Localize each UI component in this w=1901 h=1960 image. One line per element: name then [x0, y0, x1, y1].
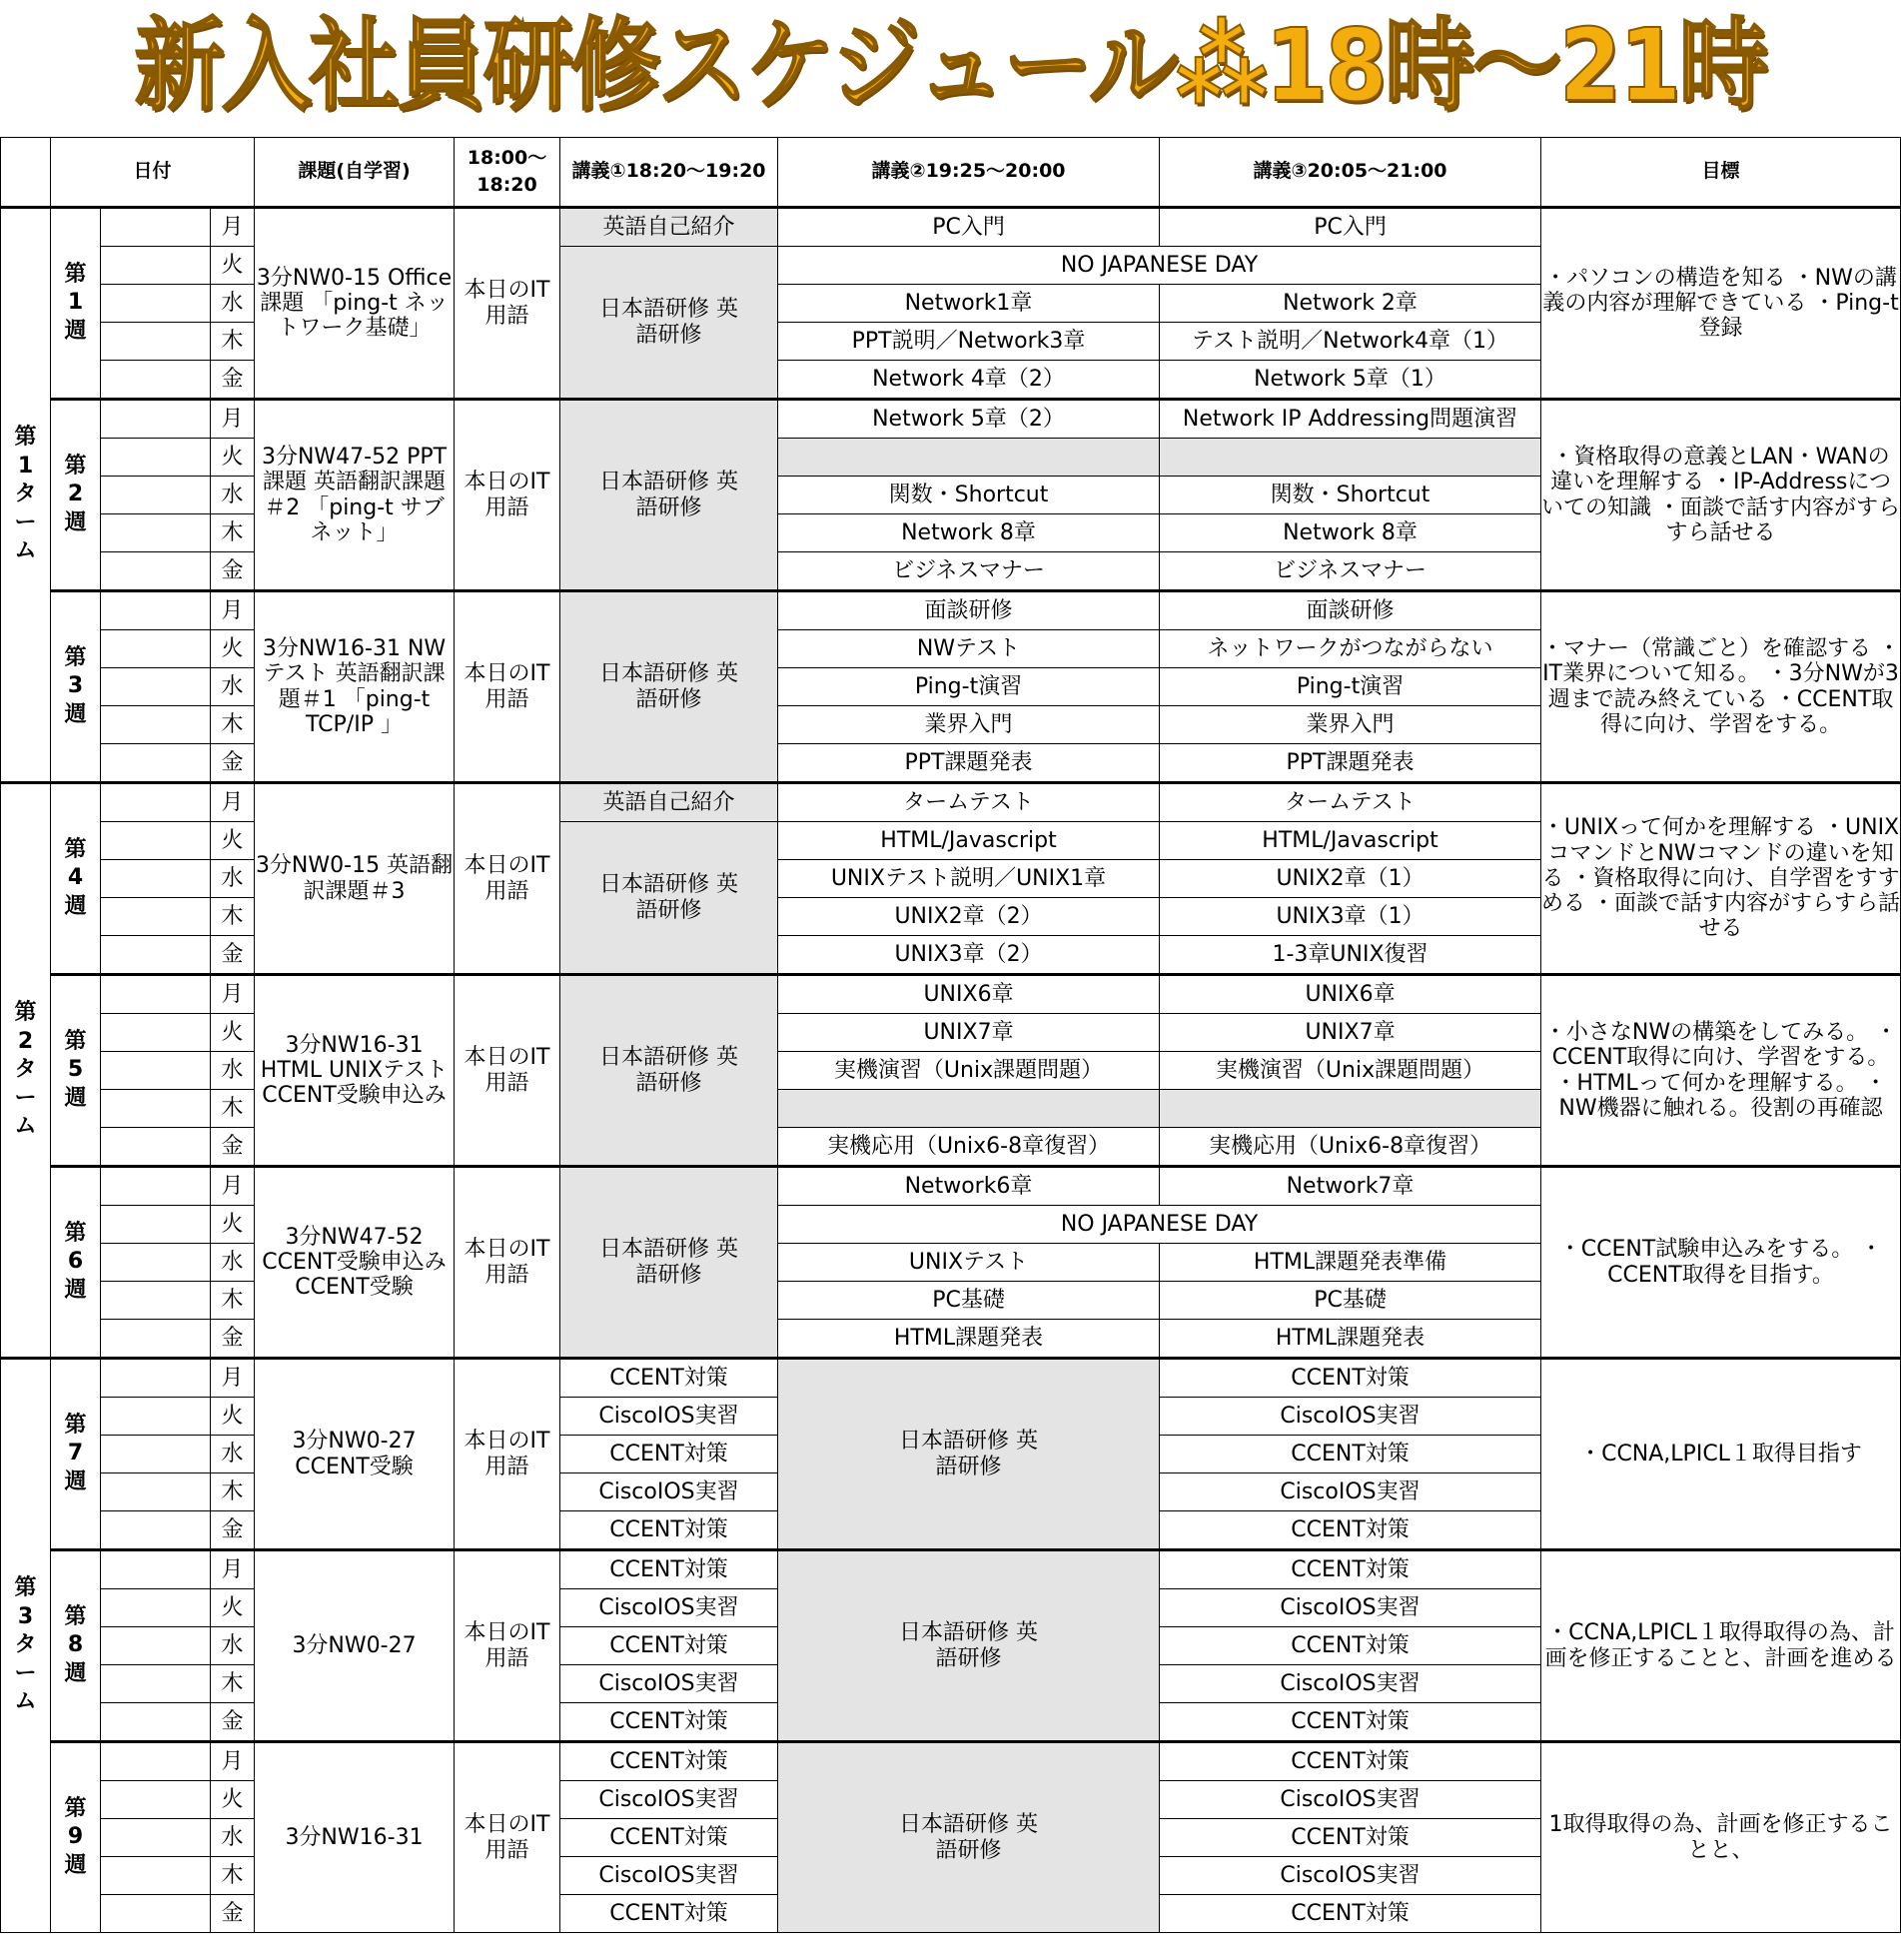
goal-cell: ・パソコンの構造を知る ・NWの講義の内容が理解できている ・Ping-t登録 — [1541, 208, 1901, 400]
week-label — [51, 208, 101, 400]
week-label-text: 第7週 — [64, 1412, 87, 1494]
lecture3-cell: CCENT対策 — [1160, 1819, 1541, 1857]
lecture2-cell: Network 4章（2） — [778, 361, 1160, 400]
header-date: 日付 — [51, 138, 255, 208]
lecture3-cell: CCENT対策 — [1160, 1359, 1541, 1398]
language-training-text: 日本語研修 英語研修 — [599, 661, 739, 712]
week-label-text: 第9週 — [64, 1795, 87, 1878]
language-training-cell — [778, 1550, 1160, 1742]
weekday-cell: 金 — [211, 1128, 255, 1167]
date-cell — [101, 514, 211, 552]
weekday-cell: 火 — [211, 247, 255, 285]
term-label — [1, 1359, 51, 1933]
weekday-cell: 火 — [211, 1781, 255, 1819]
week-label — [51, 400, 101, 591]
week-label-text: 第4週 — [64, 836, 87, 919]
date-cell — [101, 936, 211, 975]
lecture3-cell: Network7章 — [1160, 1167, 1541, 1206]
schedule-row — [1, 975, 1901, 1014]
assignment-cell: 3分NW16-31 — [255, 1742, 455, 1933]
schedule-body — [1, 208, 1901, 1933]
weekday-cell: 木 — [211, 1090, 255, 1128]
goal-cell: ・UNIXって何かを理解する ・UNIXコマンドとNWコマンドの違いを知る ・資格取得に向け、自学習をすすめる ・面談で話す内容がすらすら話せる — [1541, 783, 1901, 975]
lecture3-cell: CCENT対策 — [1160, 1895, 1541, 1933]
weekday-cell: 火 — [211, 1206, 255, 1244]
weekday-cell: 火 — [211, 630, 255, 668]
language-training-text: 日本語研修 英語研修 — [899, 1429, 1039, 1479]
header-assign: 課題(自学習) — [255, 138, 455, 208]
header-term — [1, 138, 51, 208]
lecture3-cell: 業界入門 — [1160, 706, 1541, 744]
lecture2-cell: UNIX7章 — [778, 1014, 1160, 1052]
goal-cell: 1取得取得の為、計画を修正することと、 — [1541, 1742, 1901, 1933]
weekday-cell: 月 — [211, 591, 255, 630]
week-label-text: 第6週 — [64, 1220, 87, 1303]
weekday-cell: 月 — [211, 208, 255, 247]
lecture2-cell: PC入門 — [778, 208, 1160, 247]
lecture1-cell: CiscoIOS実習 — [560, 1665, 778, 1703]
date-cell — [101, 1320, 211, 1359]
date-cell — [101, 1511, 211, 1550]
lecture3-cell: Ping-t演習 — [1160, 668, 1541, 706]
weekday-cell: 火 — [211, 1398, 255, 1436]
language-training-cell — [560, 400, 778, 591]
date-cell — [101, 898, 211, 936]
assignment-cell: 3分NW47-52 PPT課題 英語翻訳課題＃2 「ping-t サブネット」 — [255, 400, 455, 591]
date-cell — [101, 1090, 211, 1128]
date-cell — [101, 706, 211, 744]
week-label — [51, 1550, 101, 1742]
it-terms-cell: 本日のIT用語 — [455, 1167, 560, 1359]
date-cell — [101, 1473, 211, 1511]
date-cell — [101, 860, 211, 898]
lecture3-cell: CiscoIOS実習 — [1160, 1857, 1541, 1895]
date-cell — [101, 1282, 211, 1320]
weekday-cell: 水 — [211, 668, 255, 706]
weekday-cell: 月 — [211, 1550, 255, 1589]
goal-cell: ・資格取得の意義とLAN・WANの違いを理解する ・IP-Addressについての知識 ・面談で話す内容がすらすら話せる — [1541, 400, 1901, 591]
lecture3-cell: CCENT対策 — [1160, 1550, 1541, 1589]
weekday-cell: 木 — [211, 1473, 255, 1511]
weekday-cell: 金 — [211, 1320, 255, 1359]
schedule-row — [1, 1550, 1901, 1589]
weekday-cell: 金 — [211, 1703, 255, 1742]
week-label-text: 第3週 — [64, 644, 87, 727]
lecture2-cell: PPT課題発表 — [778, 744, 1160, 783]
date-cell — [101, 744, 211, 783]
goal-cell: ・CCNA,LPICL１取得取得の為、計画を修正することと、計画を進める — [1541, 1550, 1901, 1742]
date-cell — [101, 783, 211, 822]
lecture2-cell: PPT説明／Network3章 — [778, 323, 1160, 361]
lecture3-cell: CCENT対策 — [1160, 1511, 1541, 1550]
weekday-cell: 火 — [211, 1014, 255, 1052]
lecture3-cell — [1160, 439, 1541, 477]
lecture2-cell: HTML課題発表 — [778, 1320, 1160, 1359]
lecture3-cell: HTML課題発表 — [1160, 1320, 1541, 1359]
lecture2-cell: 面談研修 — [778, 591, 1160, 630]
lecture3-cell: UNIX3章（1） — [1160, 898, 1541, 936]
assignment-cell: 3分NW16-31 NWテスト 英語翻訳課題＃1 「ping-t TCP/IP 」 — [255, 591, 455, 783]
language-training-cell — [560, 591, 778, 783]
header-slot0-text: 18:00〜18:20 — [467, 147, 547, 196]
lecture2-cell: UNIX6章 — [778, 975, 1160, 1014]
lecture3-cell: Network 8章 — [1160, 514, 1541, 552]
date-cell — [101, 1052, 211, 1090]
date-cell — [101, 822, 211, 860]
language-training-cell — [560, 1167, 778, 1359]
lecture2-cell: タームテスト — [778, 783, 1160, 822]
lecture1-cell: CiscoIOS実習 — [560, 1398, 778, 1436]
week-label-text: 第1週 — [64, 261, 87, 344]
lecture2-cell: 実機応用（Unix6-8章復習） — [778, 1128, 1160, 1167]
weekday-cell: 水 — [211, 1436, 255, 1473]
date-cell — [101, 247, 211, 285]
date-cell — [101, 1550, 211, 1589]
lecture1-cell: CCENT対策 — [560, 1511, 778, 1550]
language-training-text: 日本語研修 英語研修 — [899, 1812, 1039, 1863]
week-label-text: 第8週 — [64, 1603, 87, 1686]
date-cell — [101, 439, 211, 477]
it-terms-cell: 本日のIT用語 — [455, 400, 560, 591]
date-cell — [101, 1742, 211, 1781]
assignment-cell: 3分NW47-52 CCENT受験申込み CCENT受験 — [255, 1167, 455, 1359]
date-cell — [101, 208, 211, 247]
assignment-cell: 3分NW16-31 HTML UNIXテスト CCENT受験申込み — [255, 975, 455, 1167]
date-cell — [101, 552, 211, 591]
lecture3-cell: CCENT対策 — [1160, 1742, 1541, 1781]
assignment-cell: 3分NW0-15 英語翻訳課題＃3 — [255, 783, 455, 975]
date-cell — [101, 1244, 211, 1282]
week-label — [51, 1167, 101, 1359]
weekday-cell: 木 — [211, 514, 255, 552]
assignment-cell: 3分NW0-15 Office課題 「ping-t ネットワーク基礎」 — [255, 208, 455, 400]
lecture1-cell: CiscoIOS実習 — [560, 1473, 778, 1511]
lecture3-cell: Network IP Addressing問題演習 — [1160, 400, 1541, 439]
header-lecture2: 講義②19:25〜20:00 — [778, 138, 1160, 208]
date-cell — [101, 1589, 211, 1627]
header-lecture3: 講義③20:05〜21:00 — [1160, 138, 1541, 208]
lecture1-cell: CCENT対策 — [560, 1627, 778, 1665]
week-label — [51, 975, 101, 1167]
date-cell — [101, 285, 211, 323]
weekday-cell: 木 — [211, 1665, 255, 1703]
weekday-cell: 水 — [211, 1244, 255, 1282]
weekday-cell: 月 — [211, 400, 255, 439]
weekday-cell: 月 — [211, 975, 255, 1014]
term-label-text: 第3ターム — [14, 1575, 37, 1715]
weekday-cell: 金 — [211, 744, 255, 783]
lecture2-cell — [778, 1090, 1160, 1128]
schedule-table — [0, 137, 1901, 1933]
lecture3-cell: HTML/Javascript — [1160, 822, 1541, 860]
weekday-cell: 月 — [211, 1359, 255, 1398]
merged-lecture-cell: NO JAPANESE DAY — [778, 247, 1541, 285]
page-title-text: 新入社員研修スケジュール⁂18時〜21時 — [134, 7, 1767, 124]
it-terms-cell: 本日のIT用語 — [455, 975, 560, 1167]
lecture3-cell: 面談研修 — [1160, 591, 1541, 630]
schedule-row — [1, 783, 1901, 822]
goal-cell: ・CCNA,LPICL１取得目指す — [1541, 1359, 1901, 1550]
weekday-cell: 月 — [211, 783, 255, 822]
term-label — [1, 783, 51, 1359]
weekday-cell: 金 — [211, 936, 255, 975]
date-cell — [101, 323, 211, 361]
lecture2-cell: PC基礎 — [778, 1282, 1160, 1320]
lecture1-cell: CCENT対策 — [560, 1436, 778, 1473]
date-cell — [101, 361, 211, 400]
lecture2-cell: 業界入門 — [778, 706, 1160, 744]
language-training-cell — [778, 1359, 1160, 1550]
goal-cell: ・小さなNWの構築をしてみる。 ・CCENT取得に向け、学習をする。 ・HTMLって何かを理解する。 ・NW機器に触れる。役割の再確認 — [1541, 975, 1901, 1167]
language-training-text: 日本語研修 英語研修 — [899, 1620, 1039, 1671]
lecture3-cell: UNIX2章（1） — [1160, 860, 1541, 898]
language-training-cell — [560, 975, 778, 1167]
date-cell — [101, 1627, 211, 1665]
week-label — [51, 1359, 101, 1550]
lecture2-cell: UNIX3章（2） — [778, 936, 1160, 975]
date-cell — [101, 1665, 211, 1703]
date-cell — [101, 1359, 211, 1398]
header-row — [1, 138, 1901, 208]
week-label — [51, 1742, 101, 1933]
language-training-cell — [560, 822, 778, 975]
lecture1-cell: CCENT対策 — [560, 1742, 778, 1781]
it-terms-cell: 本日のIT用語 — [455, 1359, 560, 1550]
lecture3-cell: HTML課題発表準備 — [1160, 1244, 1541, 1282]
weekday-cell: 月 — [211, 1167, 255, 1206]
weekday-cell: 水 — [211, 1627, 255, 1665]
lecture2-cell: Network 8章 — [778, 514, 1160, 552]
term-label-text: 第1ターム — [14, 425, 37, 564]
weekday-cell: 月 — [211, 1742, 255, 1781]
date-cell — [101, 1781, 211, 1819]
date-cell — [101, 1206, 211, 1244]
lecture3-cell: Network 2章 — [1160, 285, 1541, 323]
weekday-cell: 金 — [211, 552, 255, 591]
lecture2-cell: UNIXテスト説明／UNIX1章 — [778, 860, 1160, 898]
weekday-cell: 金 — [211, 1895, 255, 1933]
date-cell — [101, 591, 211, 630]
weekday-cell: 木 — [211, 706, 255, 744]
it-terms-cell: 本日のIT用語 — [455, 783, 560, 975]
lecture2-cell: 関数・Shortcut — [778, 477, 1160, 514]
merged-lecture-cell: NO JAPANESE DAY — [778, 1206, 1541, 1244]
header-slot0 — [455, 138, 560, 208]
lecture3-cell: PC基礎 — [1160, 1282, 1541, 1320]
week-label-text: 第5週 — [64, 1028, 87, 1111]
date-cell — [101, 1014, 211, 1052]
goal-cell: ・マナー（常識ごと）を確認する ・IT業界について知る。 ・3分NWが3週まで読み終えている ・CCENT取得に向け、学習をする。 — [1541, 591, 1901, 783]
weekday-cell: 金 — [211, 361, 255, 400]
assignment-cell: 3分NW0-27 CCENT受験 — [255, 1359, 455, 1550]
english-intro-cell: 英語自己紹介 — [560, 208, 778, 247]
date-cell — [101, 668, 211, 706]
language-training-text: 日本語研修 英語研修 — [599, 1045, 739, 1096]
lecture1-cell: CCENT対策 — [560, 1895, 778, 1933]
weekday-cell: 火 — [211, 439, 255, 477]
lecture3-cell: ビジネスマナー — [1160, 552, 1541, 591]
language-training-cell — [560, 247, 778, 400]
date-cell — [101, 630, 211, 668]
lecture2-cell: HTML/Javascript — [778, 822, 1160, 860]
lecture1-cell: CCENT対策 — [560, 1550, 778, 1589]
lecture3-cell: CCENT対策 — [1160, 1436, 1541, 1473]
schedule-row — [1, 591, 1901, 630]
page-title — [0, 0, 1901, 132]
date-cell — [101, 1128, 211, 1167]
weekday-cell: 水 — [211, 285, 255, 323]
weekday-cell: 水 — [211, 1052, 255, 1090]
lecture1-cell: CCENT対策 — [560, 1703, 778, 1742]
lecture3-cell: 関数・Shortcut — [1160, 477, 1541, 514]
date-cell — [101, 975, 211, 1014]
lecture3-cell: PC入門 — [1160, 208, 1541, 247]
goal-cell: ・CCENT試験申込みをする。 ・CCENT取得を目指す。 — [1541, 1167, 1901, 1359]
lecture3-cell: 1-3章UNIX復習 — [1160, 936, 1541, 975]
date-cell — [101, 1703, 211, 1742]
lecture3-cell: CiscoIOS実習 — [1160, 1589, 1541, 1627]
lecture3-cell: 実機応用（Unix6-8章復習） — [1160, 1128, 1541, 1167]
week-label — [51, 783, 101, 975]
lecture3-cell: 実機演習（Unix課題問題） — [1160, 1052, 1541, 1090]
lecture3-cell: PPT課題発表 — [1160, 744, 1541, 783]
schedule-row — [1, 1359, 1901, 1398]
lecture2-cell — [778, 439, 1160, 477]
language-training-text: 日本語研修 英語研修 — [599, 1237, 739, 1288]
lecture2-cell: Network1章 — [778, 285, 1160, 323]
lecture3-cell: Network 5章（1） — [1160, 361, 1541, 400]
language-training-text: 日本語研修 英語研修 — [599, 297, 739, 348]
weekday-cell: 水 — [211, 477, 255, 514]
term-label-text: 第2ターム — [14, 1000, 37, 1140]
date-cell — [101, 1167, 211, 1206]
lecture2-cell: Ping-t演習 — [778, 668, 1160, 706]
schedule-row — [1, 1742, 1901, 1781]
weekday-cell: 木 — [211, 1857, 255, 1895]
language-training-text: 日本語研修 英語研修 — [599, 872, 739, 923]
it-terms-cell: 本日のIT用語 — [455, 208, 560, 400]
it-terms-cell: 本日のIT用語 — [455, 591, 560, 783]
lecture2-cell: UNIXテスト — [778, 1244, 1160, 1282]
schedule-row — [1, 208, 1901, 247]
week-label — [51, 591, 101, 783]
lecture3-cell: UNIX7章 — [1160, 1014, 1541, 1052]
date-cell — [101, 1398, 211, 1436]
lecture3-cell: CiscoIOS実習 — [1160, 1781, 1541, 1819]
lecture2-cell: ビジネスマナー — [778, 552, 1160, 591]
lecture2-cell: Network 5章（2） — [778, 400, 1160, 439]
lecture3-cell: テスト説明／Network4章（1） — [1160, 323, 1541, 361]
assignment-cell: 3分NW0-27 — [255, 1550, 455, 1742]
weekday-cell: 木 — [211, 1282, 255, 1320]
it-terms-cell: 本日のIT用語 — [455, 1742, 560, 1933]
date-cell — [101, 1895, 211, 1933]
lecture3-cell — [1160, 1090, 1541, 1128]
date-cell — [101, 400, 211, 439]
date-cell — [101, 1819, 211, 1857]
lecture1-cell: CiscoIOS実習 — [560, 1781, 778, 1819]
lecture2-cell: NWテスト — [778, 630, 1160, 668]
lecture2-cell: Network6章 — [778, 1167, 1160, 1206]
weekday-cell: 木 — [211, 323, 255, 361]
date-cell — [101, 1436, 211, 1473]
date-cell — [101, 477, 211, 514]
lecture3-cell: ネットワークがつながらない — [1160, 630, 1541, 668]
language-training-cell — [778, 1742, 1160, 1933]
lecture1-cell: CiscoIOS実習 — [560, 1589, 778, 1627]
date-cell — [101, 1857, 211, 1895]
week-label-text: 第2週 — [64, 453, 87, 535]
lecture3-cell: CCENT対策 — [1160, 1627, 1541, 1665]
weekday-cell: 水 — [211, 1819, 255, 1857]
lecture1-cell: CCENT対策 — [560, 1359, 778, 1398]
lecture1-cell: CCENT対策 — [560, 1819, 778, 1857]
lecture2-cell: UNIX2章（2） — [778, 898, 1160, 936]
lecture3-cell: UNIX6章 — [1160, 975, 1541, 1014]
lecture3-cell: CiscoIOS実習 — [1160, 1665, 1541, 1703]
weekday-cell: 木 — [211, 898, 255, 936]
schedule-row — [1, 400, 1901, 439]
lecture3-cell: CCENT対策 — [1160, 1703, 1541, 1742]
weekday-cell: 火 — [211, 822, 255, 860]
term-label — [1, 208, 51, 783]
weekday-cell: 火 — [211, 1589, 255, 1627]
lecture3-cell: CiscoIOS実習 — [1160, 1398, 1541, 1436]
header-lecture1: 講義①18:20〜19:20 — [560, 138, 778, 208]
schedule-row — [1, 1167, 1901, 1206]
weekday-cell: 水 — [211, 860, 255, 898]
language-training-text: 日本語研修 英語研修 — [599, 470, 739, 520]
english-intro-cell: 英語自己紹介 — [560, 783, 778, 822]
lecture3-cell: タームテスト — [1160, 783, 1541, 822]
header-goal: 目標 — [1541, 138, 1901, 208]
weekday-cell: 金 — [211, 1511, 255, 1550]
lecture1-cell: CiscoIOS実習 — [560, 1857, 778, 1895]
lecture3-cell: CiscoIOS実習 — [1160, 1473, 1541, 1511]
lecture2-cell: 実機演習（Unix課題問題） — [778, 1052, 1160, 1090]
it-terms-cell: 本日のIT用語 — [455, 1550, 560, 1742]
